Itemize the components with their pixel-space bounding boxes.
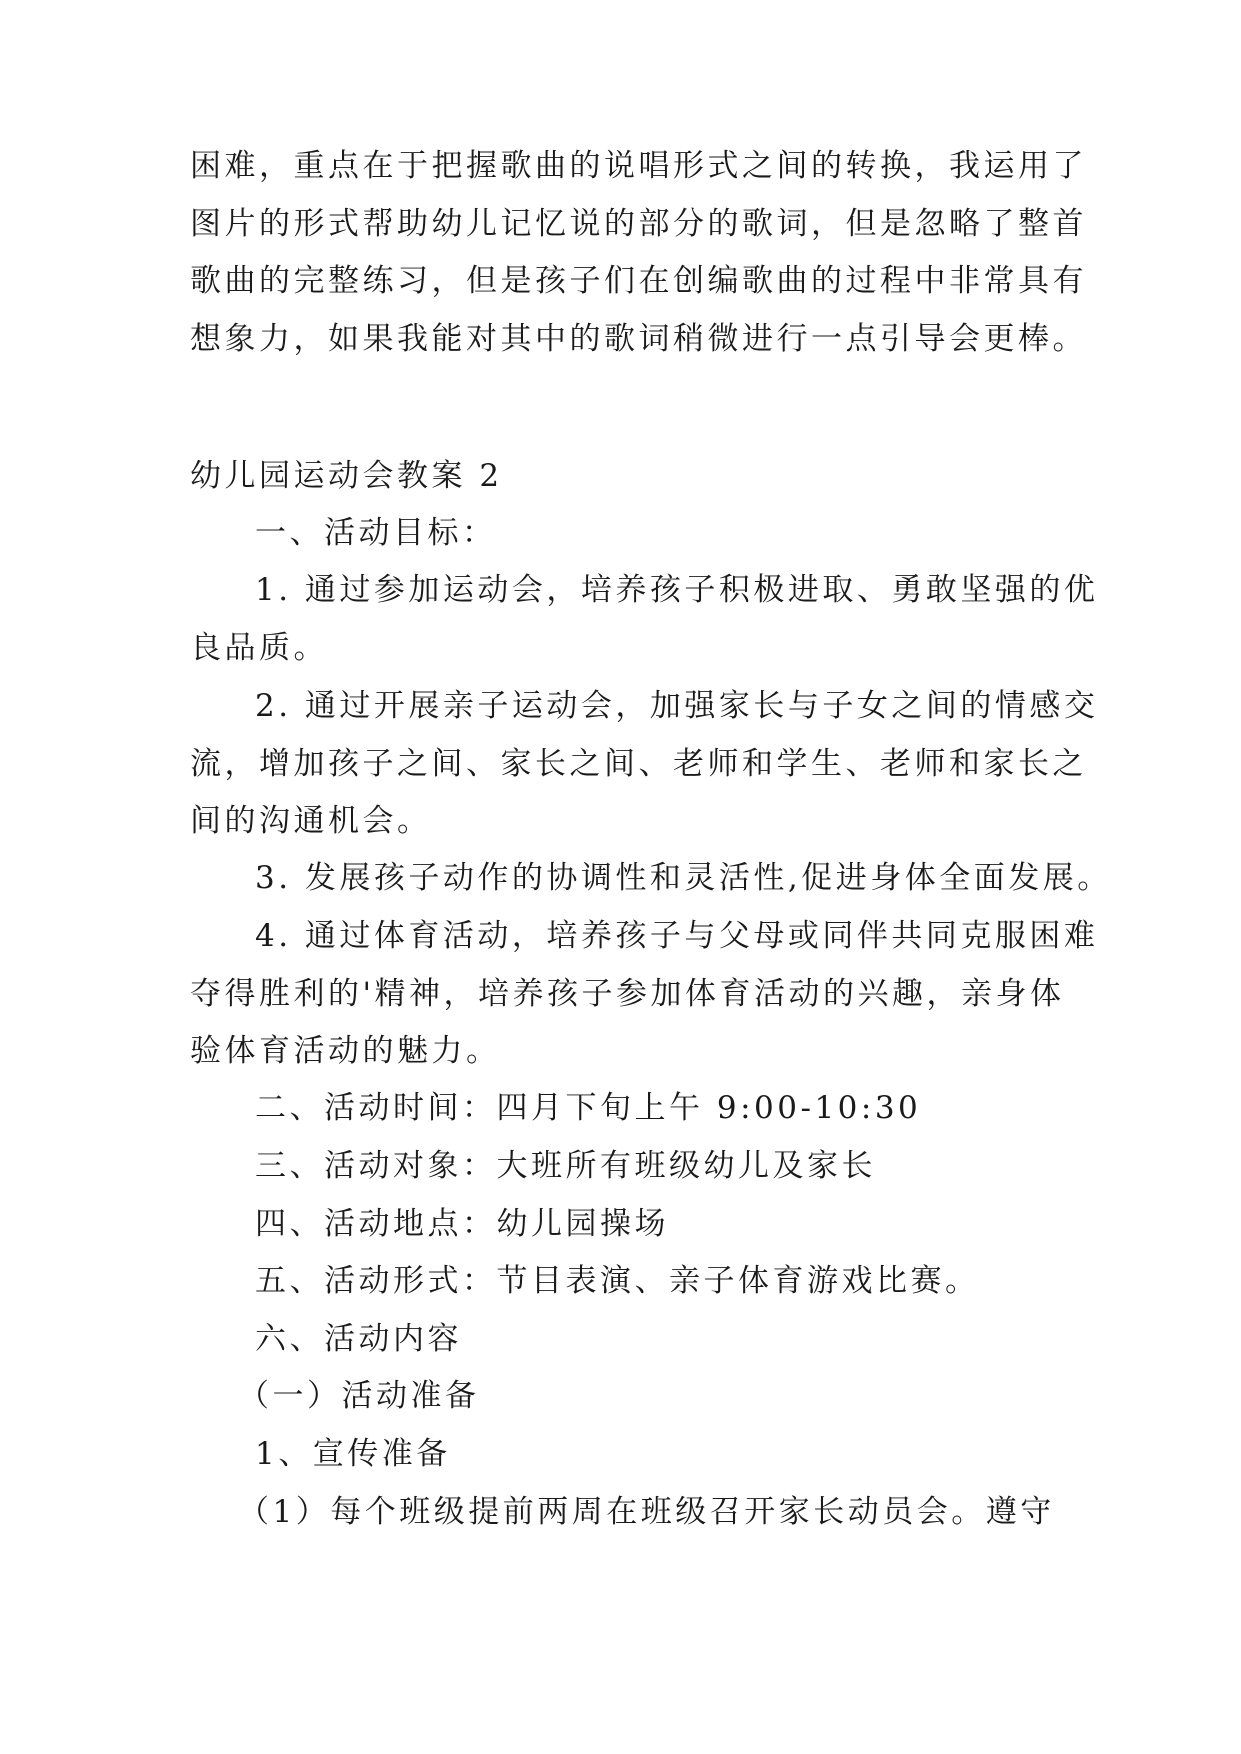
goal-item-3: 3. 发展孩子动作的协调性和灵活性,促进身体全面发展。 [255, 860, 1112, 896]
publicity-item-1: （1）每个班级提前两周在班级召开家长动员会。遵守 [238, 1494, 1055, 1530]
text-line: 2. 通过开展亲子运动会，加强家长与子女之间的情感交 [255, 688, 1099, 724]
text-line: 流，增加孩子之间、家长之间、老师和学生、老师和家长之 [190, 745, 1087, 782]
goal-heading: 一、活动目标： [255, 515, 497, 551]
goal-item-4 [190, 908, 1099, 1081]
content-heading: 六、活动内容 [255, 1321, 462, 1357]
activity-form: 五、活动形式：节目表演、亲子体育游戏比赛。 [255, 1263, 980, 1299]
text-line: 夺得胜利的'精神，培养孩子参加体育活动的兴趣，亲身体 [190, 975, 1065, 1012]
goal-item-2 [190, 678, 1099, 851]
section-title: 幼儿园运动会教案 2 [190, 458, 503, 494]
text-line: 歌曲的完整练习，但是孩子们在创编歌曲的过程中非常具有 [190, 263, 1087, 299]
publicity-heading: 1、宣传准备 [255, 1436, 451, 1472]
activity-target: 三、活动对象：大班所有班级幼儿及家长 [255, 1148, 876, 1184]
text-line: 图片的形式帮助幼儿记忆说的部分的歌词，但是忽略了整首 [190, 205, 1087, 242]
prep-heading: （一）活动准备 [238, 1378, 480, 1414]
activity-time: 二、活动时间：四月下旬上午 9:00-10:30 [255, 1090, 922, 1126]
intro-paragraph [190, 138, 1087, 368]
text-line: 良品质。 [190, 629, 328, 666]
goal-item-1 [190, 562, 1099, 677]
text-line: 想象力，如果我能对其中的歌词稍微进行一点引导会更棒。 [190, 320, 1087, 357]
text-line: 1. 通过参加运动会，培养孩子积极进取、勇敢坚强的优 [255, 572, 1099, 608]
activity-place: 四、活动地点：幼儿园操场 [255, 1206, 669, 1242]
text-line: 验体育活动的魅力。 [190, 1033, 501, 1069]
text-line: 困难，重点在于把握歌曲的说唱形式之间的转换，我运用了 [190, 148, 1087, 184]
text-line: 间的沟通机会。 [190, 803, 432, 839]
text-line: 4. 通过体育活动，培养孩子与父母或同伴共同克服困难 [255, 918, 1099, 954]
